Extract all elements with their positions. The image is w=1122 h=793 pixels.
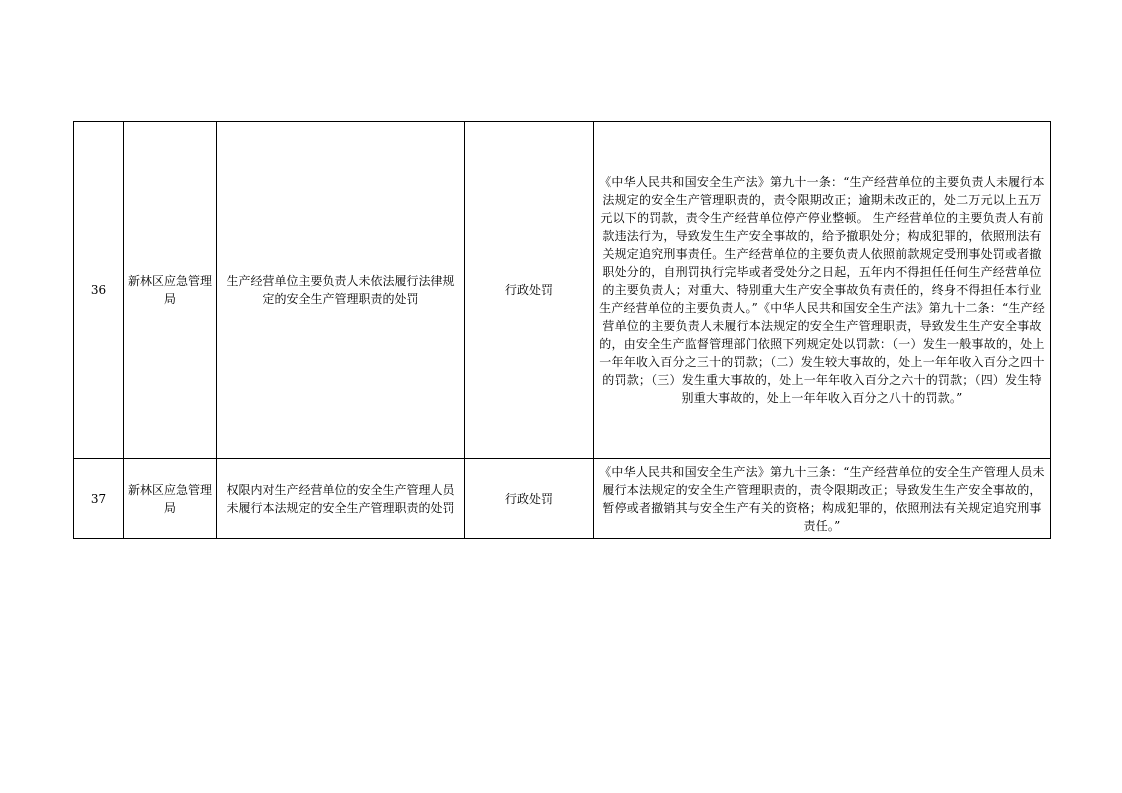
penalty-table	[73, 121, 1051, 539]
item-name-cell: 权限内对生产经营单位的安全生产管理人员未履行本法规定的安全生产管理职责的处罚	[217, 459, 465, 539]
row-number: 36	[74, 122, 124, 459]
department-cell: 新林区应急管理局	[124, 122, 217, 459]
penalty-type-cell: 行政处罚	[465, 122, 594, 459]
legal-basis-cell: 《中华人民共和国安全生产法》第九十三条：“生产经营单位的安全生产管理人员未履行本法规定的安全生产管理职责的，责令限期改正；导致发生生产安全事故的，暂停或者撤销其与安全生产有关的资格；构成犯罪的，依照刑法有关规定追究刑事责任。”	[594, 459, 1051, 539]
item-name-cell: 生产经营单位主要负责人未依法履行法律规定的安全生产管理职责的处罚	[217, 122, 465, 459]
legal-basis-cell: 《中华人民共和国安全生产法》第九十一条：“生产经营单位的主要负责人未履行本法规定的安全生产管理职责的，责令限期改正；逾期未改正的，处二万元以上五万元以下的罚款，责令生产经营单位停产停业整顿。 生产经营单位的主要负责人有前款违法行为，导致发生生产安全事故的，给予撤职处分；构成犯罪的，依照刑法有关规定追究刑事责任。生产经营单位的主要负责人依照前款规定受刑事处罚或者撤职处分的，自刑罚执行完毕或者受处分之日起，五年内不得担任任何生产经营单位的主要负责人；对重大、特别重大生产安全事故负有责任的，终身不得担任本行业生产经营单位的主要负责人。”《中华人民共和国安全生产法》第九十二条：“生产经营单位的主要负责人未履行本法规定的安全生产管理职责，导致发生生产安全事故的，由安全生产监督管理部门依照下列规定处以罚款：（一）发生一般事故的，处上一年年收入百分之三十的罚款；（二）发生较大事故的，处上一年年收入百分之四十的罚款；（三）发生重大事故的，处上一年年收入百分之六十的罚款；（四）发生特别重大事故的，处上一年年收入百分之八十的罚款。”	[594, 122, 1051, 459]
penalty-type-cell: 行政处罚	[465, 459, 594, 539]
table-row	[74, 122, 1051, 459]
row-number: 37	[74, 459, 124, 539]
table-row	[74, 459, 1051, 539]
department-cell: 新林区应急管理局	[124, 459, 217, 539]
